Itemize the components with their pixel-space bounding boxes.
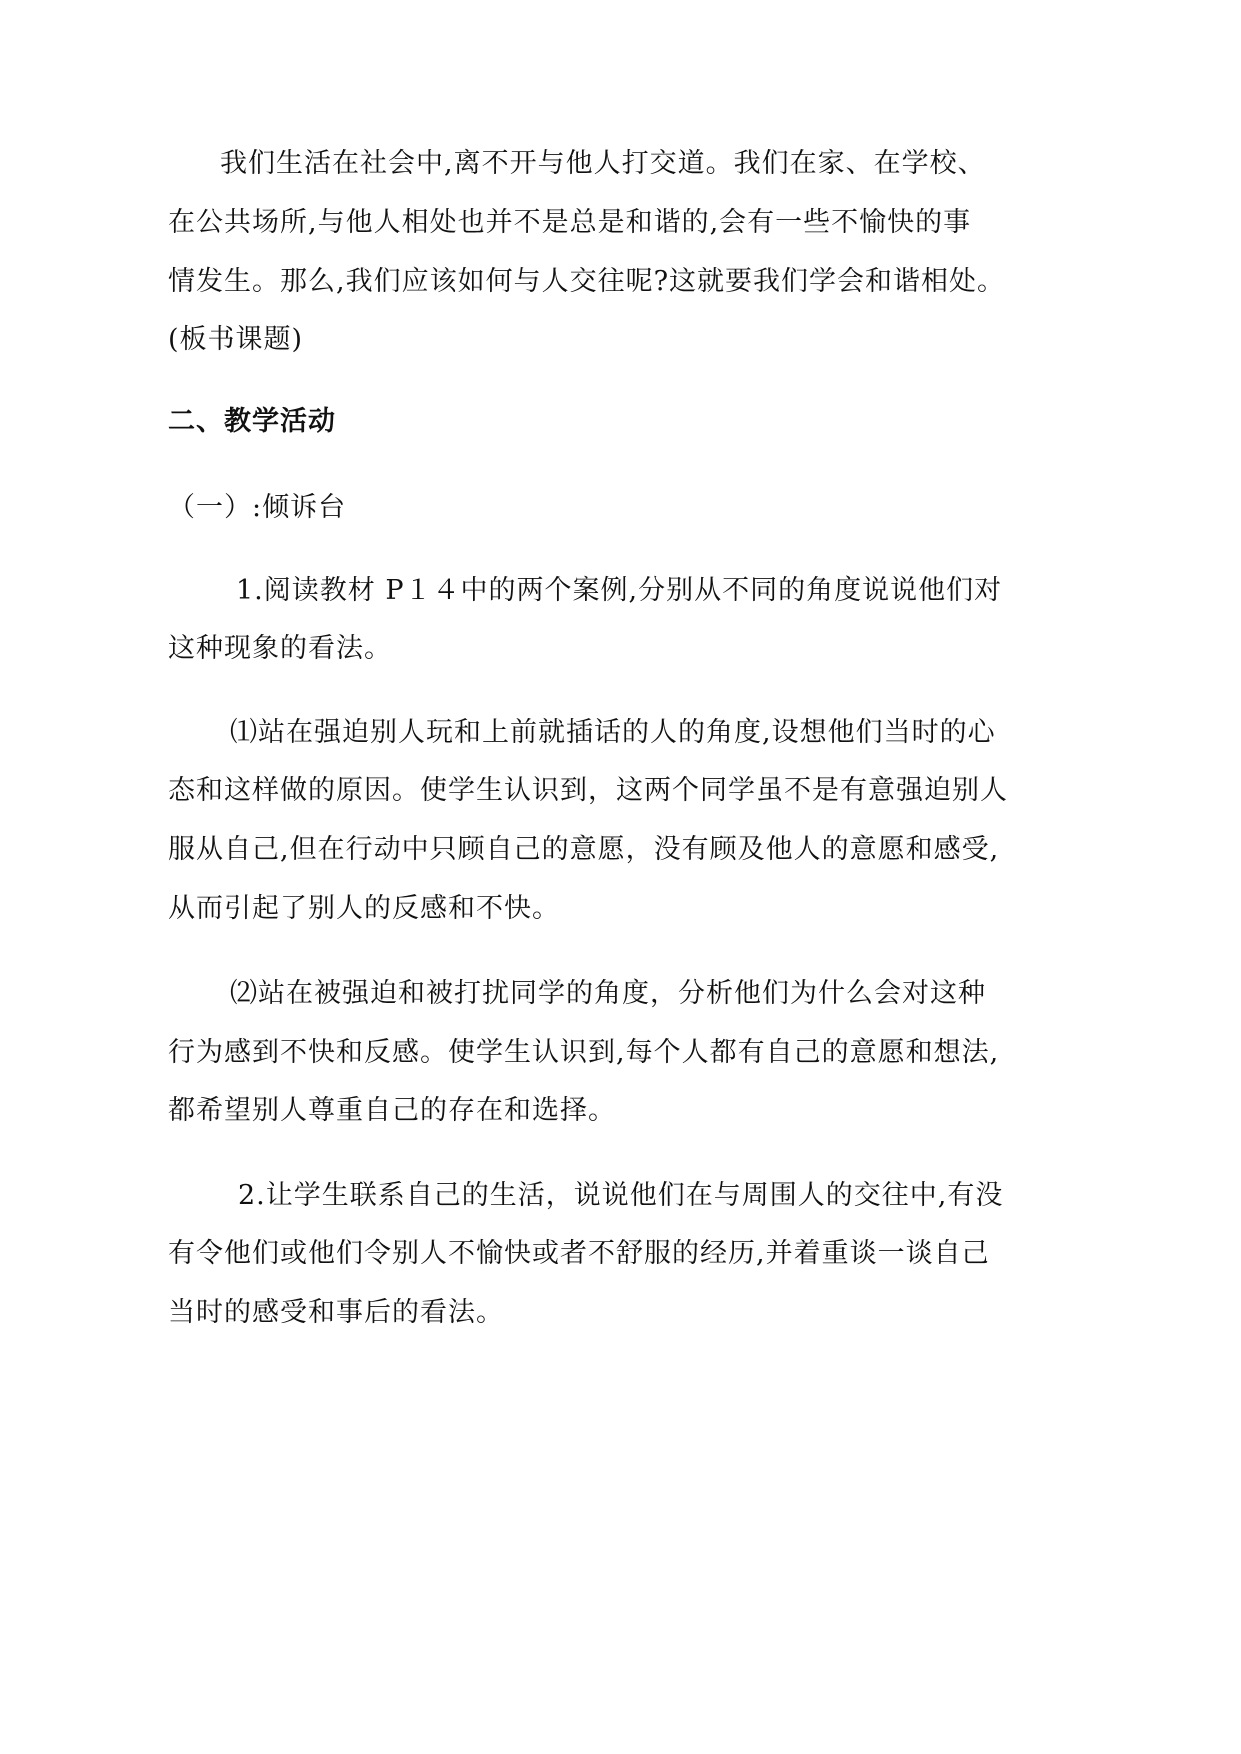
section-subheading: （一）:倾诉台 (168, 492, 347, 523)
intro-line: (板书课题) (168, 324, 304, 355)
sub2-line: 行为感到不快和反感。使学生认识到,每个人都有自己的意愿和想法, (168, 1037, 1000, 1068)
item1-line: 这种现象的看法。 (168, 633, 392, 664)
intro-line: 在公共场所,与他人相处也并不是总是和谐的,会有一些不愉快的事 (168, 207, 972, 238)
intro-line: 我们生活在社会中,离不开与他人打交道。我们在家、在学校、 (220, 148, 986, 179)
intro-line: 情发生。那么,我们应该如何与人交往呢?这就要我们学会和谐相处。 (168, 266, 1006, 297)
section-heading: 二、教学活动 (168, 406, 336, 437)
item2-line: 有令他们或他们令别人不愉快或者不舒服的经历,并着重谈一谈自己 (168, 1238, 990, 1269)
item1-line: 1.阅读教材 P１４中的两个案例,分别从不同的角度说说他们对 (236, 575, 1003, 606)
sub1-line: 从而引起了别人的反感和不快。 (168, 893, 560, 924)
sub1-line: 服从自己,但在行动中只顾自己的意愿，没有顾及他人的意愿和感受, (168, 834, 1000, 865)
item2-line: 当时的感受和事后的看法。 (168, 1297, 504, 1328)
sub2-line: ⑵站在被强迫和被打扰同学的角度，分析他们为什么会对这种 (230, 978, 986, 1009)
sub1-line: ⑴站在强迫别人玩和上前就插话的人的角度,设想他们当时的心 (230, 717, 996, 748)
item2-line: 2.让学生联系自己的生活，说说他们在与周围人的交往中,有没 (238, 1180, 1004, 1211)
sub1-line: 态和这样做的原因。使学生认识到，这两个同学虽不是有意强迫别人 (168, 775, 1008, 806)
sub2-line: 都希望别人尊重自己的存在和选择。 (168, 1095, 616, 1126)
